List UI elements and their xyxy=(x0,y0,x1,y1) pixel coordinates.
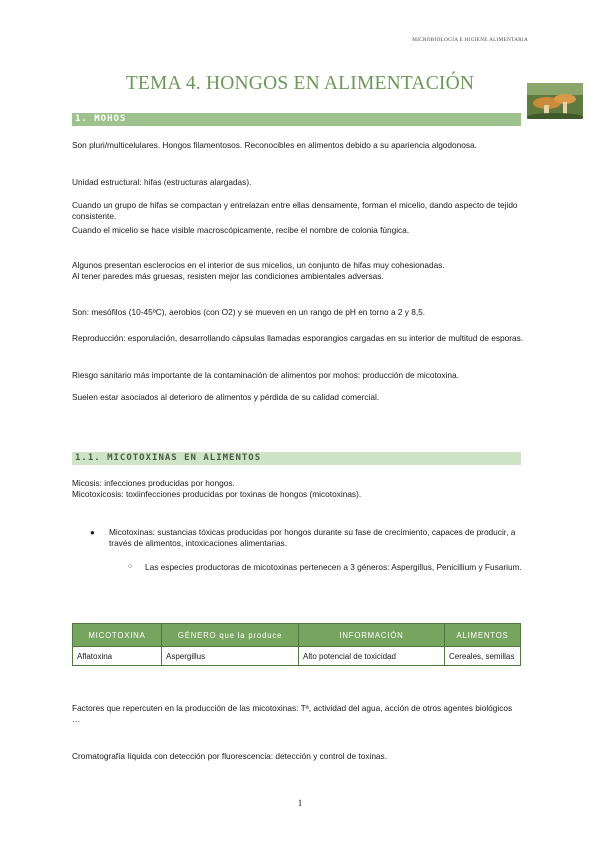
section-heading-micotoxinas: 1.1. MICOTOXINAS EN ALIMENTOS xyxy=(72,452,521,465)
page-title: TEMA 4. HONGOS EN ALIMENTACIÓN xyxy=(125,73,475,94)
paragraph-cromatografia: Cromatografía líquida con detección por fluorescencia: detección y control de toxinas. xyxy=(72,751,387,761)
paragraph-condiciones: Son: mesófilos (10-45ºC), aerobios (con O2) y se mueven en un rango de pH en torno a 2 y 8,5. xyxy=(72,307,426,317)
subbullet-generos: Las especies productoras de micotoxinas pertenecen a 3 géneros: Aspergillus, Penicillium y Fusarium. xyxy=(145,562,522,572)
definition-micosis: Micosis: infecciones producidas por hongos. xyxy=(72,478,235,488)
bullet-micotoxinas: Micotoxinas: sustancias tóxicas producidas por hongos durante su fase de crecimiento, capaces de producir, a través de alimentos, intoxicaciones alimentarias. xyxy=(109,527,516,548)
section-heading-mohos: 1. MOHOS xyxy=(72,113,521,126)
table-row xyxy=(73,647,521,666)
micotoxin-table xyxy=(72,623,521,666)
subbullet-marker: ○ xyxy=(128,563,133,570)
table-cell: Alto potencial de toxicidad xyxy=(299,647,445,666)
bullet-marker: ● xyxy=(90,528,95,537)
table-header: MICOTOXINA xyxy=(73,624,162,647)
paragraph-reproduccion: Reproducción: esporulación, desarrollando cápsulas llamadas esporangios cargadas en su interior de multitud de esporas. xyxy=(72,333,524,343)
table-header: ALIMENTOS xyxy=(445,624,521,647)
paragraph-riesgo: Riesgo sanitario más importante de la contaminación de alimentos por mohos: producción de micotoxina. xyxy=(72,370,459,380)
table-header: INFORMACIÓN xyxy=(299,624,445,647)
paragraph-esclerocios: Algunos presentan esclerocios en el interior de sus micelios, un conjunto de hifas muy cohesionadas. xyxy=(72,260,445,270)
paragraph-unidad-estructural: Unidad estructural: hifas (estructuras alargadas). xyxy=(72,177,252,187)
paragraph-paredes: Al tener paredes más gruesas, resisten mejor las condiciones ambientales adversas. xyxy=(72,271,384,281)
paragraph-micelio: Cuando un grupo de hifas se compactan y entrelazan entre ellas densamente, forman el micelio, dando aspecto de tejido consistente. xyxy=(72,200,518,221)
table-cell: Aspergillus xyxy=(162,647,299,666)
paragraph-factores: Factores que repercuten en la producción de las micotoxinas: Tª, actividad del agua, acción de otros agentes biológicos … xyxy=(72,703,513,724)
definition-micotoxicosis: Micotoxicosis: toxiinfecciones producidas por toxinas de hongos (micotoxinas). xyxy=(72,489,362,499)
table-header: GÉNERO que la produce xyxy=(162,624,299,647)
page-number: 1 xyxy=(297,798,303,808)
paragraph-deterioro: Suelen estar asociados al deterioro de alimentos y pérdida de su calidad comercial. xyxy=(72,392,380,402)
table-cell: Aflatoxina xyxy=(73,647,162,666)
paragraph-colonia: Cuando el micelio se hace visible macroscópicamente, recibe el nombre de colonia fúngica. xyxy=(72,225,410,235)
paragraph-pluricelulares: Son pluri/multicelulares. Hongos filamentosos. Reconocibles en alimentos debido a su apariencia algodonosa. xyxy=(72,140,477,150)
running-header: MICROBIOLOGÍA E HIGIENE ALIMENTARIA xyxy=(412,37,528,43)
table-cell: Cereales, semillas xyxy=(445,647,521,666)
mushroom-photo xyxy=(527,83,583,119)
table-header-row xyxy=(73,624,521,647)
